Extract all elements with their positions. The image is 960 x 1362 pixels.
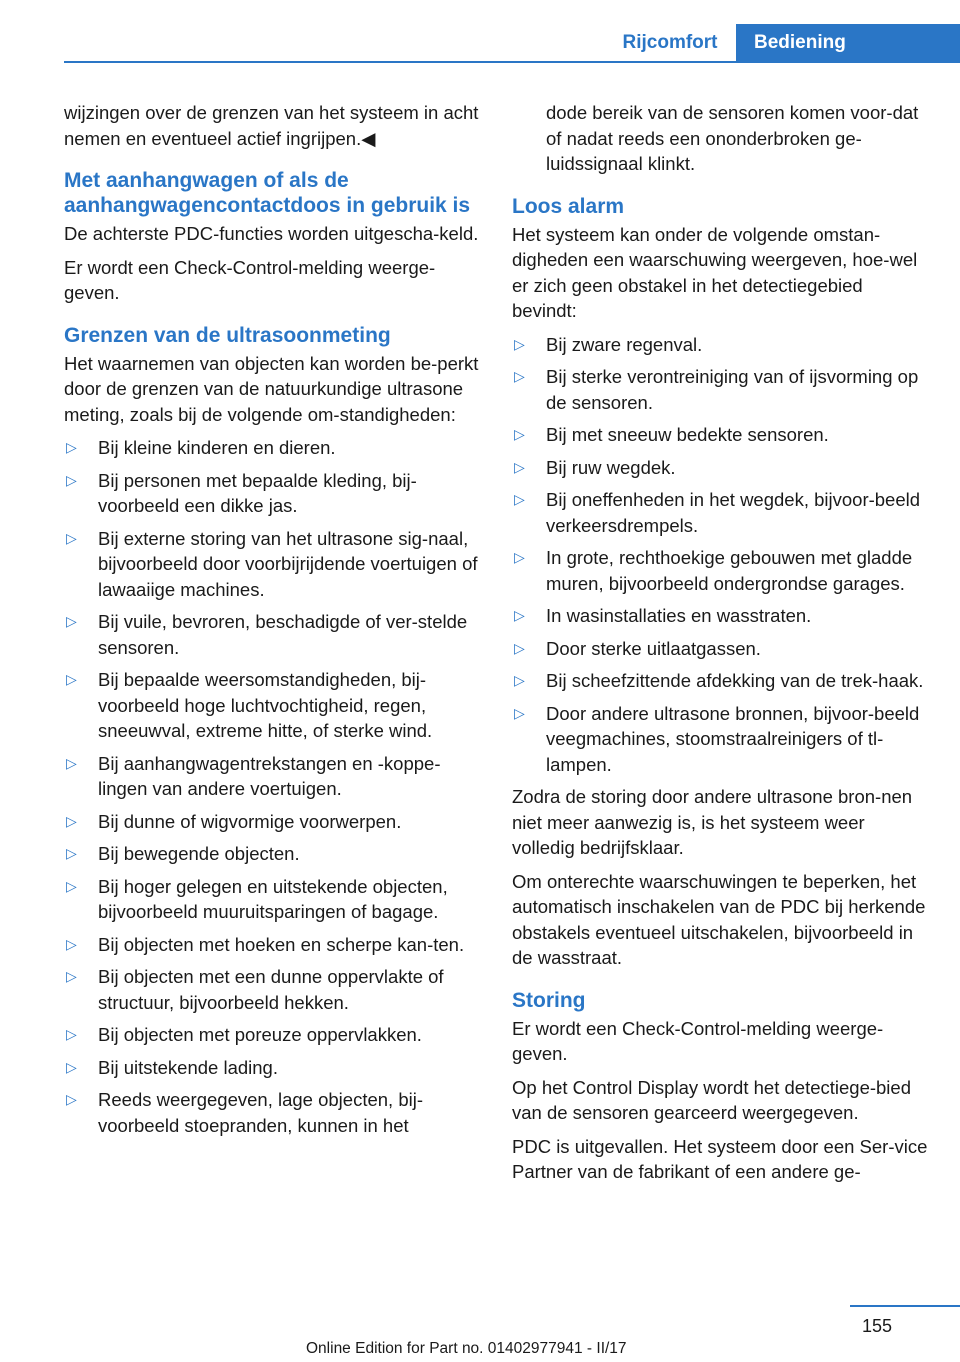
list-item-text: Bij objecten met hoeken en scherpe kan‐ten. — [98, 933, 465, 955]
paragraph: Om onterechte waarschuwingen te beperken, het automatisch inschakelen van de PDC bij herkende obstakels eventueel uitschakelen, bijvoorbeeld in de wasstraat. — [512, 870, 926, 968]
list-item — [64, 841, 482, 867]
list-item-text: Bij oneffenheden in het wegdek, bijvoor‐beeld verkeersdrempels. — [546, 489, 921, 536]
triangle-bullet-icon: ▷ — [66, 812, 77, 829]
heading-malfunction: Storing — [512, 988, 586, 1012]
list-item — [512, 455, 932, 481]
bullet-list-false-alarm — [512, 332, 932, 778]
list-item-text: Bij aanhangwagentrekstangen en -koppe‐lingen van andere voertuigen. — [98, 752, 441, 799]
triangle-bullet-icon: ▷ — [514, 672, 525, 688]
left-column — [64, 100, 482, 1145]
list-item-text: Bij hoger gelegen en uitstekende objecten, bijvoorbeeld muuruitsparingen of bagage. — [98, 875, 448, 922]
triangle-bullet-icon: ▷ — [66, 1091, 77, 1107]
triangle-bullet-icon: ▷ — [66, 1026, 77, 1042]
list-item-text: Bij zware regenval. — [546, 333, 703, 355]
list-item-text: Bij bewegende objecten. — [98, 843, 300, 864]
list-item — [64, 468, 482, 519]
triangle-bullet-icon: ▷ — [514, 704, 525, 721]
list-item — [64, 964, 482, 1015]
list-item-text: Bij kleine kinderen en dieren. — [98, 437, 336, 458]
list-item-text: Bij scheefzittende afdekking van de trek‐haak. — [546, 670, 924, 691]
list-item — [64, 751, 482, 802]
paragraph: Er wordt een Check-Control-melding weerge‐geven. — [512, 1017, 884, 1064]
triangle-bullet-icon: ▷ — [66, 754, 77, 771]
paragraph: Op het Control Display wordt het detectiege‐bied van de sensoren gearceerd weergegeven. — [512, 1076, 911, 1123]
list-item — [512, 364, 932, 415]
list-item — [64, 609, 482, 660]
heading-false-alarm: Loos alarm — [512, 194, 625, 218]
triangle-bullet-icon: ▷ — [514, 549, 525, 565]
triangle-bullet-icon: ▷ — [514, 639, 525, 656]
intro-paragraph: wijzingen over de grenzen van het systeem in acht nemen en eventueel actief ingrijpen.◀ — [64, 102, 479, 149]
right-column — [512, 100, 932, 1193]
page-number: 155 — [862, 1316, 893, 1336]
triangle-bullet-icon: ▷ — [66, 529, 77, 546]
list-item — [64, 1087, 482, 1138]
triangle-bullet-icon: ▷ — [514, 368, 525, 384]
triangle-bullet-icon: ▷ — [66, 671, 77, 687]
list-item-text: Bij objecten met een dunne oppervlakte of structuur, bijvoorbeeld hekken. — [98, 966, 444, 1013]
triangle-bullet-icon: ▷ — [66, 1058, 77, 1075]
list-item — [64, 874, 482, 925]
triangle-bullet-icon: ▷ — [514, 458, 525, 475]
list-item-text: In grote, rechthoekige gebouwen met gladde muren, bijvoorbeeld ondergrondse garages. — [546, 547, 913, 594]
triangle-bullet-icon: ▷ — [66, 471, 77, 488]
list-item-text: Bij ruw wegdek. — [546, 456, 676, 478]
list-item — [512, 636, 932, 662]
list-item-text: Bij dunne of wigvormige voorwerpen. — [98, 810, 402, 832]
list-item-text: Bij externe storing van het ultrasone sig‐naal, bijvoorbeeld door voorbijrijdende voertuigen of lawaaiige machines. — [98, 527, 478, 600]
list-item-text: Bij sterke verontreiniging van of ijsvorming op de sensoren. — [546, 366, 919, 413]
header-tab-bediening[interactable]: Bediening — [736, 24, 960, 63]
list-item — [64, 526, 482, 603]
list-item — [512, 603, 932, 629]
list-item-text: Reeds weergegeven, lage objecten, bij‐voorbeeld stoepranden, kunnen in het — [98, 1089, 423, 1136]
list-item — [512, 487, 932, 538]
paragraph: Er wordt een Check-Control-melding weerge‐geven. — [64, 256, 436, 303]
list-item — [512, 668, 932, 694]
heading-ultrasound-limits: Grenzen van de ultrasoonmeting — [64, 323, 391, 347]
heading-trailer: Met aanhangwagen of als de aanhangwagencontactdoos in gebruik is — [64, 169, 471, 217]
footer-rule — [850, 1305, 960, 1307]
list-item-text: Door sterke uitlaatgassen. — [546, 637, 761, 659]
list-item-text: Bij uitstekende lading. — [98, 1056, 278, 1078]
list-item — [64, 435, 482, 461]
paragraph: Het waarnemen van objecten kan worden be‐perkt door de grenzen van de natuurkundige ultrasone meting, zoals bij de volgende om‐standigheden: — [64, 352, 479, 425]
list-item-text: In wasinstallaties en wasstraten. — [546, 605, 812, 626]
list-item — [512, 545, 932, 596]
list-item-text: Door andere ultrasone bronnen, bijvoor‐beeld veegmachines, stoomstraalreinigers of tl-lampen. — [546, 702, 920, 775]
list-item — [512, 422, 932, 448]
triangle-bullet-icon: ▷ — [66, 968, 77, 984]
triangle-bullet-icon: ▷ — [66, 845, 77, 861]
footer-edition-text: Online Edition for Part no. 01402977941 - II/17 — [306, 1340, 627, 1357]
triangle-bullet-icon: ▷ — [514, 491, 525, 507]
list-item — [512, 701, 932, 778]
triangle-bullet-icon: ▷ — [514, 607, 525, 623]
list-item-text: Bij bepaalde weersomstandigheden, bij‐voorbeeld hoge luchtvochtigheid, regen, sneeuwval, extreme hitte, of sterke wind. — [98, 669, 433, 741]
list-item — [512, 332, 932, 358]
list-item — [64, 932, 482, 958]
list-item-text: Bij met sneeuw bedekte sensoren. — [546, 424, 829, 445]
header-section-link[interactable]: Rijcomfort — [622, 32, 718, 53]
list-item — [64, 1022, 482, 1048]
list-item-text: Bij personen met bepaalde kleding, bij‐voorbeeld een dikke jas. — [98, 469, 417, 516]
bullet-list-limits — [64, 435, 482, 1138]
list-item — [64, 809, 482, 835]
triangle-bullet-icon: ▷ — [66, 439, 77, 455]
list-item-text: Bij objecten met poreuze oppervlakken. — [98, 1024, 422, 1045]
list-item-text: Bij vuile, bevroren, beschadigde of ver‐stelde sensoren. — [98, 611, 468, 658]
list-item — [64, 1055, 482, 1081]
paragraph: De achterste PDC-functies worden uitgescha‐keld. — [64, 223, 479, 244]
triangle-bullet-icon: ▷ — [66, 877, 77, 894]
list-item — [64, 667, 482, 744]
triangle-bullet-icon: ▷ — [66, 935, 77, 952]
paragraph: PDC is uitgevallen. Het systeem door een Ser‐vice Partner van de fabrikant of een andere ge‐ — [512, 1135, 928, 1182]
triangle-bullet-icon: ▷ — [514, 335, 525, 352]
triangle-bullet-icon: ▷ — [514, 426, 525, 442]
paragraph: Zodra de storing door andere ultrasone bron‐nen niet meer aanwezig is, is het systeem weer volledig bedrijfsklaar. — [512, 786, 913, 858]
triangle-bullet-icon: ▷ — [66, 613, 77, 629]
paragraph: Het systeem kan onder de volgende omstan‐digheden een waarschuwing weergeven, hoe‐wel er zich geen obstakel in het detectiegebied bevindt: — [512, 223, 918, 321]
list-item-continuation: dode bereik van de sensoren komen voor‐dat of nadat reeds een ononderbroken ge‐luidssignaal klinkt. — [546, 102, 919, 174]
